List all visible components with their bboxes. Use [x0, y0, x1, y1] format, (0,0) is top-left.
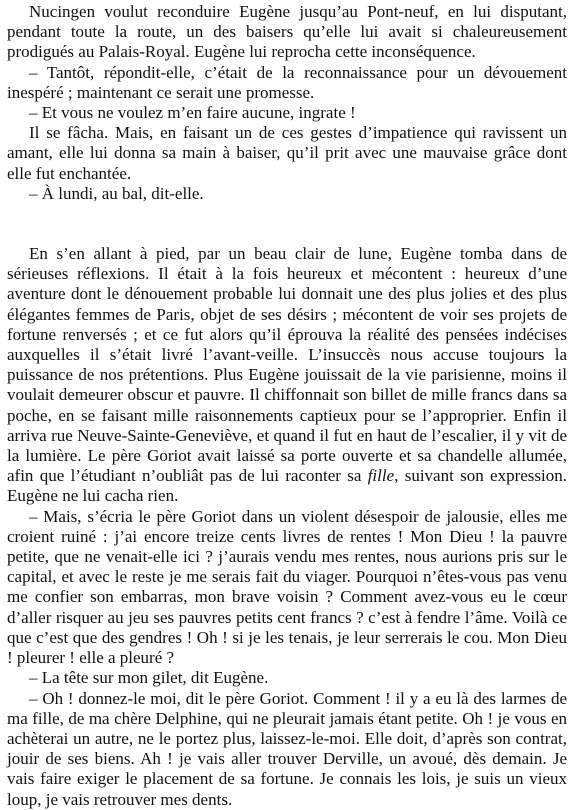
- paragraph-nucingen: Nucingen voulut reconduire Eugène jusqu’au Pont-neuf, en lui disputant, pendant toute la route, un des baisers qu’elle lui avait si chaleureusement prodigués au Palais-Royal. Eugène lui reprocha cette inconséquence.: [7, 2, 567, 62]
- italic-word: fille: [367, 466, 395, 486]
- paragraph-text: En s’en allant à pied, par un beau clair de lune, Eugène tomba dans de sérieuses réflexions. Il était à la fois heureux et mécontent : heureux d’une aventure dont le dénouement probable lui donnait une des plus jolies et des plus élégantes femmes de Paris, objet de ses désirs ; mécontent de voir ses projets de fortune renversés ; et ce fut alors qu’il éprouva la réalité des pensées indécises auxquelles il s’était livré l’avant-veille. L’insuccès nous accuse toujours la puissance de nos prétentions. Plus Eugène jouissait de la vie parisienne, moins il voulait demeurer obscur et pauvre. Il chiffonnait son billet de mille francs dans sa poche, en se faisant mille raisonnements captieux pour se l’approprier. Enfin il arriva rue Neuve-Sainte-Geneviève, et quand il fut en haut de l’escalier, il y vit de la lumière. Le père Goriot avait laissé sa porte ouverte et sa chandelle allumée, afin que l’étudiant n’oubliât pas de lui raconter sa: [7, 244, 567, 486]
- paragraph-en-s-en-allant: [7, 244, 567, 507]
- section-break: [7, 204, 567, 244]
- paragraph-il-se-facha: Il se fâcha. Mais, en faisant un de ces gestes d’impatience qui ravissent un amant, elle lui donna sa main à baiser, qu’il prit avec une mauvaise grâce dont elle fut enchantée.: [7, 123, 567, 183]
- paragraph-dialogue-gilet: – La tête sur mon gilet, dit Eugène.: [29, 668, 269, 688]
- paragraph-dialogue-tantot: – Tantôt, répondit-elle, c’était de la reconnaissance pour un dévouement inespéré ; maintenant ce serait une promesse.: [7, 62, 567, 102]
- paragraph-text: , suivant son expression. Eugène ne lui cacha rien.: [7, 466, 567, 506]
- paragraph-dialogue-lundi: – À lundi, au bal, dit-elle.: [29, 183, 204, 203]
- paragraph-dialogue-ingrate: – Et vous ne voulez m’en faire aucune, ingrate !: [29, 103, 356, 123]
- paragraph-dialogue-goriot: – Mais, s’écria le père Goriot dans un violent désespoir de jalousie, elles me croient ruiné : j’ai encore treize cents livres de rentes ! Mon Dieu ! la pauvre petite, que ne venait-elle ici ? j’aurais vendu mes rentes, nous aurions pris sur le capital, et avec le reste je me serais fait du viager. Pourquoi n’êtes-vous pas venu me confier son embarras, mon brave voisin ? Comment avez-vous eu le cœur d’aller risquer au jeu ses pauvres petits cent francs ? c’est à fendre l’âme. Voilà ce que c’est que des gendres ! Oh ! si je les tenais, je leur serrerais le cou. Mon Dieu ! pleurer ! elle a pleuré ?: [7, 506, 567, 668]
- paragraph-dialogue-donnez: – Oh ! donnez-le moi, dit le père Goriot. Comment ! il y a eu là des larmes de ma fille, de ma chère Delphine, qui ne pleurait jamais étant petite. Oh ! je vous en achèterai un autre, ne le portez plus, laissez-le-moi. Elle doit, d’après son contrat, jouir de ses biens. Ah ! je vais aller trouver Derville, un avoué, dès demain. Je vais faire exiger le placement de sa fortune. Je connais les lois, je suis un vieux loup, je vais retrouver mes dents.: [7, 688, 567, 809]
